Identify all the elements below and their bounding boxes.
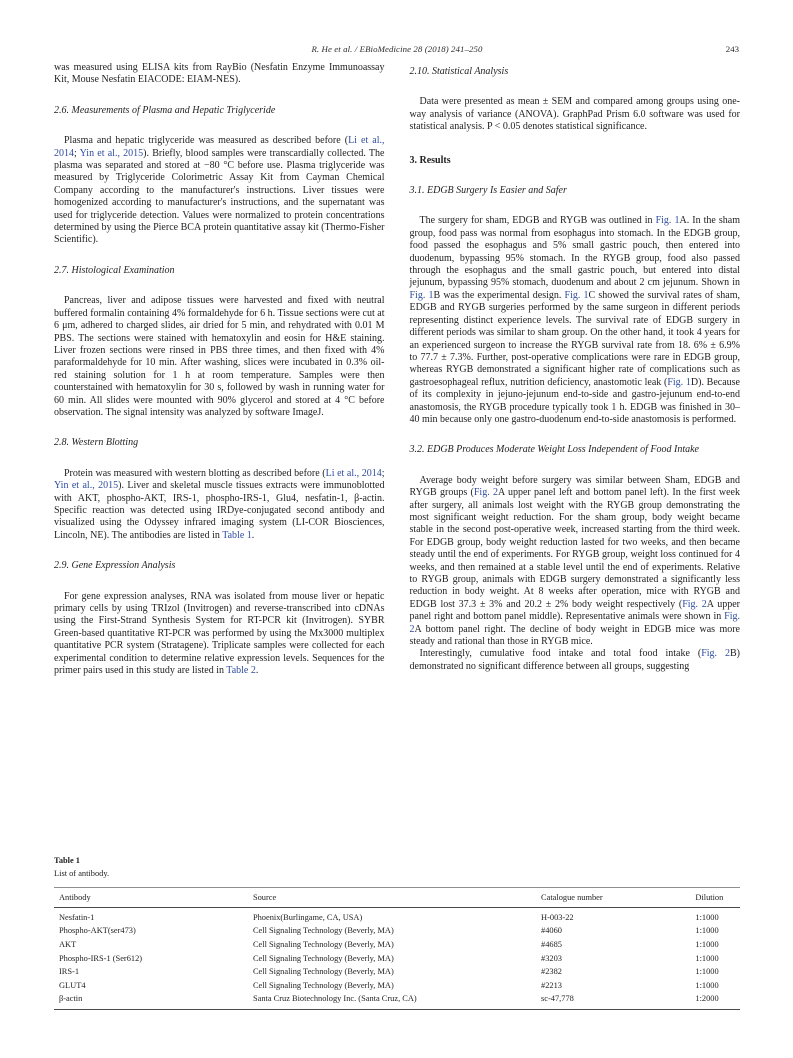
body-paragraph: Plasma and hepatic triglyceride was measured as described before (Li et al., 2014; Yin et al., 2015). Briefly, blood samples were transcardially collected. The plasma was separated and stored at −80 °C before use. Plasma triglyceride was measured by Triglyceride Colorimetric Assay Kit from Cayman Chemical Company according to the manufacturer's instructions. Liver tissues were homogenized according to manufacturer's instructions, and the supernatant was used for triglyceride detection. Values were normalized to protein concentrations determined by using the Pierce BCA protein quantitative assay kit (Thermo-Fisher Scientific). [54, 135, 385, 246]
table-body [54, 907, 740, 1009]
body-paragraph: Average body weight before surgery was similar between Sham, EDGB and RYGB groups (Fig. 2A upper panel left and bottom panel left). In the first week after surgery, all animals lost weight with the RYGB group demonstrating the most significant weight reduction. For the sham group, body weight became stable in the second post-operative week, increased starting from the third week. For EDGB group, body weight reduction lasted for two weeks, and then became steady until the end of experiments. For RYGB group, weight loss continued for 4 weeks, and then remained at a stable level until the end of experiments. Relative to RYGB group, animals with EDGB surgery demonstrated a significantly less reduction in body weight. At 8 weeks after operation, mice with RYGB and EDGB lost 37.3 ± 3% and 20.2 ± 2% body weight respectively (Fig. 2A upper panel right and bottom panel middle). Representative animals were shown in Fig. 2A bottom panel right. The decline of body weight in EDGB mice was more steady and rational than those in RYGB mice. [409, 474, 740, 648]
article-body [54, 62, 740, 677]
table-row [54, 992, 740, 1009]
citation-link[interactable]: Table 1 [222, 529, 252, 541]
table-row [54, 924, 740, 938]
body-paragraph: Interestingly, cumulative food intake and total food intake (Fig. 2B) demonstrated no significant difference between all groups, suggesting [409, 648, 741, 672]
table-cell: 1:1000 [695, 939, 719, 949]
citation-link[interactable]: Fig. 1 [409, 289, 434, 301]
section-heading: 2.9. Gene Expression Analysis [54, 560, 176, 572]
section-heading: 3.1. EDGB Surgery Is Easier and Safer [409, 185, 567, 197]
table-cell: Cell Signaling Technology (Beverly, MA) [252, 939, 394, 949]
table-cell: Cell Signaling Technology (Beverly, MA) [252, 967, 394, 977]
section-heading: 2.10. Statistical Analysis [409, 66, 509, 77]
citation-link[interactable]: Fig. 2 [682, 598, 707, 610]
running-header [54, 44, 740, 54]
table-column-header: Dilution [695, 892, 724, 902]
table-cell: sc-47,778 [541, 994, 574, 1004]
table-column-header: Catalogue number [541, 892, 603, 902]
section-heading: 2.6. Measurements of Plasma and Hepatic Triglyceride [54, 104, 276, 116]
table-cell: Cell Signaling Technology (Beverly, MA) [252, 980, 394, 990]
citation-link[interactable]: Fig. 2 [409, 611, 740, 635]
section-heading: 3.2. EDGB Produces Moderate Weight Loss Independent of Food Intake [409, 444, 699, 456]
table-label: Table 1 [54, 856, 80, 865]
table-cell: Nesfatin-1 [59, 912, 95, 922]
table-cell: Phospho-IRS-1 (Ser612) [59, 953, 143, 963]
table-1-block [54, 855, 740, 1010]
table-cell: H-003-22 [541, 912, 574, 922]
citation-link[interactable]: Table 2 [226, 665, 256, 677]
antibody-table [54, 887, 740, 1010]
citation-link[interactable]: Fig. 1 [667, 376, 691, 388]
table-cell: 1:2000 [695, 994, 719, 1004]
table-cell: Cell Signaling Technology (Beverly, MA) [252, 953, 394, 963]
table-cell: 1:1000 [695, 926, 719, 936]
body-paragraph: Data were presented as mean ± SEM and compared among groups using one-way analysis of variance (ANOVA). GraphPad Prism 6.0 software was used for statistical analysis. P < 0.05 denotes statistical significance. [409, 96, 740, 133]
citation-link[interactable]: Fig. 1 [655, 215, 680, 227]
table-cell: #4060 [541, 926, 562, 936]
body-paragraph: was measured using ELISA kits from RayBio (Nesfatin Enzyme Immunoassay Kit, Mouse Nesfatin EIACODE: EIAM-NES). [54, 62, 385, 86]
table-cell: 1:1000 [695, 980, 719, 990]
table-cell: Cell Signaling Technology (Beverly, MA) [252, 926, 394, 936]
citation-link[interactable]: Fig. 1 [564, 289, 589, 301]
table-cell: #3203 [541, 953, 562, 963]
table-header-row [54, 888, 740, 908]
table-cell: 1:1000 [695, 912, 719, 922]
table-column-header: Antibody [59, 892, 91, 902]
column-right [410, 62, 741, 677]
column-left [54, 62, 385, 677]
table-cell: β-actin [59, 994, 83, 1004]
table-cell: #2213 [541, 980, 562, 990]
table-column-header: Source [252, 892, 277, 902]
section-heading: 3. Results [409, 154, 451, 166]
table-row [54, 907, 740, 924]
body-paragraph: The surgery for sham, EDGB and RYGB was outlined in Fig. 1A. In the sham group, food pass was normal from esophagus into stomach. In the EDGB group, food passed the esophagus and 5% small gastric pouch, then entered into duodenum, bypassing 95% stomach. In the RYGB group, food also passed through the esophagus and the small gastric pouch, but entered into distal jejunum, bypassing 95% stomach, duodenum and about 2 cm jejunum. Shown in Fig. 1B was the experimental design. Fig. 1C showed the survival rates of sham, EDGB and RYGB surgeries performed by the same surgeon in different periods representing distinct experience levels. The survival rate of EDGB surgery in different periods was similar to sham group. On the other hand, it took 4 years for an experienced surgeon to increase the RYGB survival rate from 18. 6% ± 6.9% to 77.7 ± 7.3%. Further, post-operative complications were rare in EDGB group, whereas RYGB demonstrated a significant higher rate of complications such as gastroesophageal reflux, nutrition deficiency, anastomotic leak (Fig. 1D). Because of its complexity in jejuno-jejunum end-to-side and gastro-jejunum end-to-end anastomosis, the RYGB procedure typically took 1 h. EDGB was finished in 30–40 min because only one gastro-duodenum end-to-side anastomosis is performed. [409, 215, 740, 425]
citation-link[interactable]: Yin et al., 2015 [54, 480, 119, 492]
table-cell: #2382 [541, 967, 562, 977]
table-cell: AKT [59, 939, 77, 949]
table-cell: 1:1000 [695, 967, 719, 977]
citation-link[interactable]: Li et al., 2014 [325, 467, 382, 479]
citation-link[interactable]: Fig. 2 [701, 648, 731, 660]
citation-link[interactable]: Fig. 2 [473, 487, 499, 499]
table-cell: Santa Cruz Biotechnology Inc. (Santa Cruz, CA) [252, 994, 417, 1004]
page-number: 243 [725, 44, 739, 54]
table-caption: List of antibody. [54, 868, 110, 878]
citation-link[interactable]: Li et al., 2014 [54, 135, 385, 159]
body-paragraph: Protein was measured with western blotting as described before (Li et al., 2014; Yin et al., 2015). Liver and skeletal muscle tissues extracts were immunoblotted with AKT, phospho-AKT, IRS-1, phospho-IRS-1, Glu4, nesfatin-1, β-actin. Specific reaction was detected using IRDye-conjugated second antibody and visualized using the Odyssey infrared imaging system (LI-COR Biosciences, Lincoln, NE). The antibodies are listed in Table 1. [54, 467, 385, 541]
table-cell: #4685 [541, 939, 562, 949]
table-cell: 1:1000 [695, 953, 719, 963]
citation-link[interactable]: Yin et al., 2015 [79, 147, 144, 159]
table-cell: IRS-1 [59, 967, 80, 977]
table-row [54, 965, 740, 979]
table-cell: Phospho-AKT(ser473) [59, 926, 136, 936]
table-row [54, 979, 740, 993]
table-cell: GLUT4 [59, 980, 86, 990]
body-paragraph: Pancreas, liver and adipose tissues were harvested and fixed with neutral buffered formalin containing 4% formaldehyde for 6 h. Tissue sections were cut at 6 μm, adhered to charged slides, air dried for 5 min, and rehydrated with 0.01 M PBS. The sections were stained with hematoxylin and eosin for H&E staining. Liver frozen sections were rinsed in PBS three times, and then fixed with 4% paraformaldehyde for 10 min. After washing, slices were incubated in 0.3% oil-red staining solution for 1 h at room temperature. Samples were then counterstained with hematoxylin for 30 s, followed by wash in running water for 60 min. All slides were mounted with 90% glycerol and stored at 4 °C before observation. The signal intensity was analyzed by software ImageJ. [54, 295, 385, 418]
journal-citation: R. He et al. / EBioMedicine 28 (2018) 241–250 [311, 44, 483, 54]
section-heading: 2.8. Western Blotting [54, 437, 139, 449]
section-heading: 2.7. Histological Examination [54, 264, 175, 276]
table-row [54, 952, 740, 966]
table-cell: Phoenix(Burlingame, CA, USA) [252, 912, 363, 922]
body-paragraph: For gene expression analyses, RNA was isolated from mouse liver or hepatic primary cells by using TRIzol (Invitrogen) and reverse-transcribed into cDNAs using the First-Strand Synthesis System for RT-PCR kit (Invitrogen). SYBR Green-based quantitative RT-PCR was performed by using the Mx3000 multiplex quantitative PCR system (Stratagene). Triplicate samples were collected for each experimental condition to determine relative expression levels. Sequences for the primer pairs used in this study are listed in Table 2. [54, 590, 385, 677]
table-row [54, 938, 740, 952]
